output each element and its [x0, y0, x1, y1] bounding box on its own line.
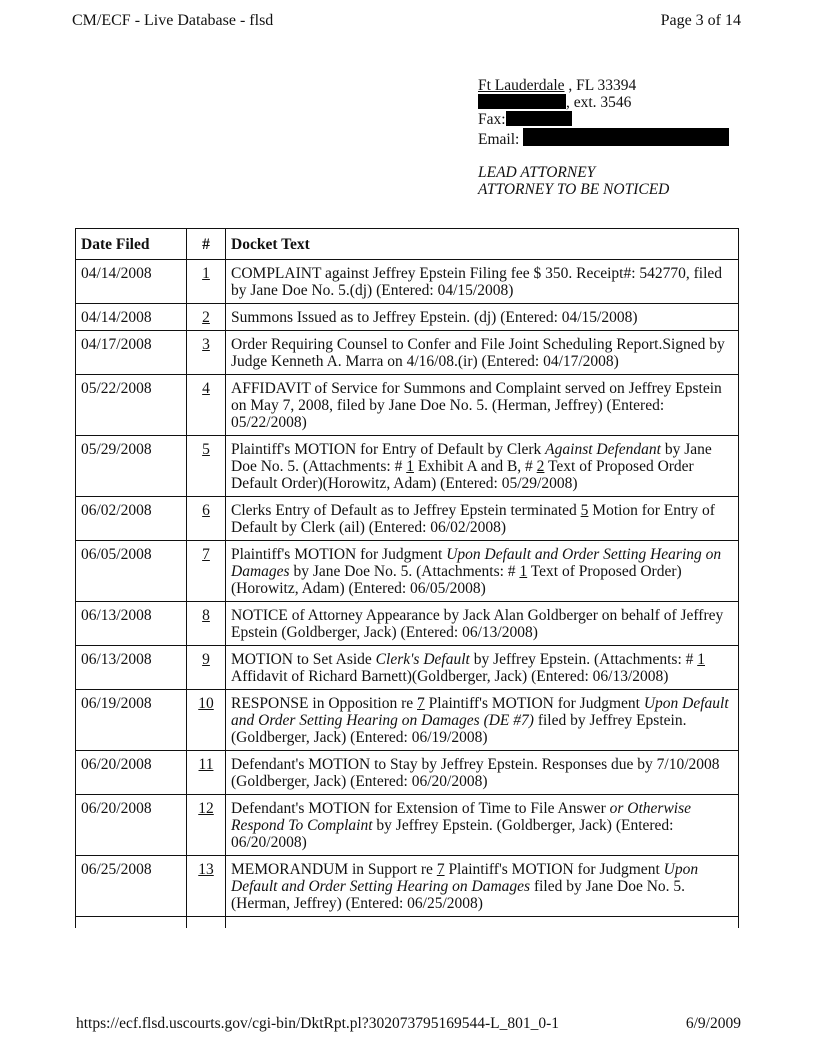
docket-row	[76, 602, 739, 646]
date-filed: 05/22/2008	[76, 375, 187, 436]
date-filed: 06/05/2008	[76, 541, 187, 602]
docket-text: NOTICE of Attorney Appearance by Jack Alan Goldberger on behalf of Jeffrey Epstein (Goldberger, Jack) (Entered: 06/13/2008)	[226, 602, 739, 646]
date-filed: 04/17/2008	[76, 331, 187, 375]
docket-text: AFFIDAVIT of Service for Summons and Complaint served on Jeffrey Epstein on May 7, 2008, filed by Jane Doe No. 5. (Herman, Jeffrey) (Entered: 05/22/2008)	[226, 375, 739, 436]
docket-text: Defendant's MOTION to Stay by Jeffrey Epstein. Responses due by 7/10/2008 (Goldberger, Jack) (Entered: 06/20/2008)	[226, 751, 739, 795]
docket-text: Plaintiff's MOTION for Entry of Default by Clerk Against Defendant by Jane Doe No. 5. (Attachments: # 1 Exhibit A and B, # 2 Text of Proposed Order Default Order)(Horowitz, Adam) (Entered: 05/29/2008)	[226, 436, 739, 497]
docket-reference-link[interactable]: 5	[580, 502, 589, 519]
docket-number-link[interactable]: 4	[202, 380, 210, 397]
attachment-link[interactable]: 2	[536, 458, 545, 475]
date-filed: 06/02/2008	[76, 497, 187, 541]
city-link[interactable]: Ft Lauderdale	[478, 77, 565, 94]
date-filed: 05/29/2008	[76, 436, 187, 497]
docket-row	[76, 690, 739, 751]
redacted-fax	[506, 111, 572, 126]
attachment-link[interactable]: 1	[519, 563, 528, 580]
docket-text: Defendant's MOTION for Extension of Time to File Answer or Otherwise Respond To Complaint by Jeffrey Epstein. (Goldberger, Jack) (Entered: 06/20/2008)	[226, 795, 739, 856]
fax-label: Fax:	[478, 111, 506, 128]
date-filed: 06/20/2008	[76, 751, 187, 795]
docket-reference-link[interactable]: 7	[417, 695, 425, 712]
docket-row	[76, 375, 739, 436]
docket-text: RESPONSE in Opposition re 7 Plaintiff's MOTION for Judgment Upon Default and Order Setting Hearing on Damages (DE #7) filed by Jeffrey Epstein. (Goldberger, Jack) (Entered: 06/19/2008)	[226, 690, 739, 751]
page-url: https://ecf.flsd.uscourts.gov/cgi-bin/DktRpt.pl?302073795169544-L_801_0-1	[76, 1015, 560, 1032]
docket-row	[76, 541, 739, 602]
lead-attorney: LEAD ATTORNEY	[478, 164, 596, 181]
docket-text: MOTION to Set Aside Clerk's Default by Jeffrey Epstein. (Attachments: # 1 Affidavit of Richard Barnett)(Goldberger, Jack) (Entered: 06/13/2008)	[226, 646, 739, 690]
docket-row	[76, 856, 739, 917]
attorney-contact	[478, 77, 729, 198]
docket-row	[76, 436, 739, 497]
docket-number-link[interactable]: 9	[202, 651, 210, 668]
docket-row	[76, 331, 739, 375]
docket-row	[76, 751, 739, 795]
redacted-email	[523, 128, 729, 146]
continued-row-stub	[76, 917, 739, 929]
docket-text: Summons Issued as to Jeffrey Epstein. (dj) (Entered: 04/15/2008)	[226, 304, 739, 331]
phone-extension: , ext. 3546	[566, 94, 632, 111]
docket-number-link[interactable]: 11	[198, 756, 214, 773]
docket-reference-link[interactable]: 7	[436, 861, 445, 878]
date-filed: 06/13/2008	[76, 602, 187, 646]
docket-number-link[interactable]: 1	[202, 265, 210, 282]
docket-text: Plaintiff's MOTION for Judgment Upon Default and Order Setting Hearing on Damages by Jane Doe No. 5. (Attachments: # 1 Text of Proposed Order) (Horowitz, Adam) (Entered: 06/05/2008)	[226, 541, 739, 602]
docket-number-link[interactable]: 3	[202, 336, 210, 353]
docket-row	[76, 304, 739, 331]
redacted-phone	[478, 94, 566, 109]
docket-table	[75, 228, 739, 928]
docket-header-row	[76, 229, 739, 260]
page-number: Page 3 of 14	[660, 12, 741, 29]
docket-text: Order Requiring Counsel to Confer and File Joint Scheduling Report.Signed by Judge Kenneth A. Marra on 4/16/08.(ir) (Entered: 04/17/2008)	[226, 331, 739, 375]
docket-row	[76, 795, 739, 856]
city-state-zip: , FL 33394	[564, 77, 637, 94]
date-filed: 06/25/2008	[76, 856, 187, 917]
docket-number-link[interactable]: 2	[202, 309, 210, 326]
attorney-to-be-noticed: ATTORNEY TO BE NOTICED	[478, 181, 670, 198]
docket-number-link[interactable]: 13	[198, 861, 214, 878]
docket-number-link[interactable]: 10	[198, 695, 214, 712]
date-filed: 06/20/2008	[76, 795, 187, 856]
docket-number-link[interactable]: 7	[202, 546, 210, 563]
attachment-link[interactable]: 1	[697, 651, 705, 668]
docket-number-link[interactable]: 6	[202, 502, 210, 519]
print-date: 6/9/2009	[685, 1015, 741, 1032]
docket-number-link[interactable]: 12	[198, 800, 214, 817]
docket-row	[76, 497, 739, 541]
date-filed: 04/14/2008	[76, 260, 187, 304]
docket-text: COMPLAINT against Jeffrey Epstein Filing fee $ 350. Receipt#: 542770, filed by Jane Doe No. 5.(dj) (Entered: 04/15/2008)	[226, 260, 739, 304]
docket-number-link[interactable]: 8	[202, 607, 210, 624]
docket-number-link[interactable]: 5	[202, 441, 210, 458]
docket-text: Clerks Entry of Default as to Jeffrey Epstein terminated 5 Motion for Entry of Default by Clerk (ail) (Entered: 06/02/2008)	[226, 497, 739, 541]
number-header: #	[187, 229, 226, 260]
docket-row	[76, 646, 739, 690]
date-filed-header: Date Filed	[76, 229, 187, 260]
attachment-link[interactable]: 1	[406, 458, 414, 475]
date-filed: 06/13/2008	[76, 646, 187, 690]
email-label: Email:	[478, 131, 520, 148]
date-filed: 04/14/2008	[76, 304, 187, 331]
docket-text-header: Docket Text	[226, 229, 739, 260]
docket-row	[76, 260, 739, 304]
date-filed: 06/19/2008	[76, 690, 187, 751]
header-title: CM/ECF - Live Database - flsd	[72, 12, 274, 29]
docket-text: MEMORANDUM in Support re 7 Plaintiff's MOTION for Judgment Upon Default and Order Setting Hearing on Damages filed by Jane Doe No. 5. (Herman, Jeffrey) (Entered: 06/25/2008)	[226, 856, 739, 917]
